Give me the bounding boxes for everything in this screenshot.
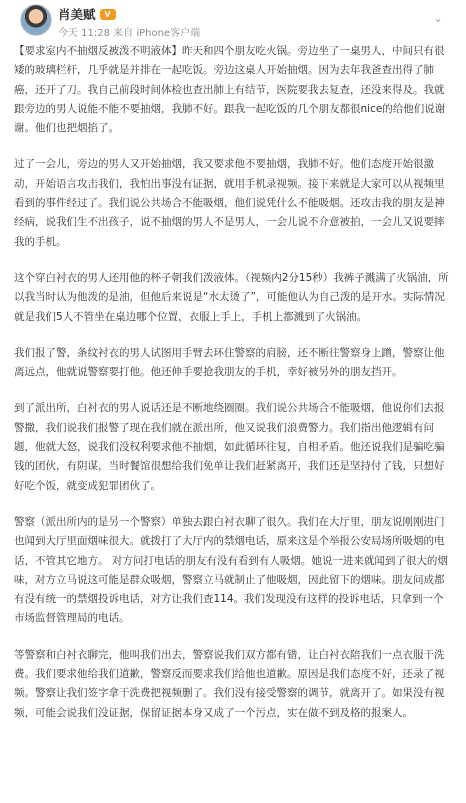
- chevron-down-icon[interactable]: ⌄: [432, 11, 444, 25]
- paragraph: 等警察和白衬衣聊完，他叫我们出去，警察说我们双方都有错，让白衬衣陪我们一点衣服干洗费。我们要求他给我们道歉，警察反而要求我们给他也道歉。原因是我们态度不好，还录了视频。警察让我们签字拿干洗费把视频删了。我们没有接受警察的调节，就离开了。如果没有视频，可能会说我们没证据，保留证据本身又成了一个污点，实在做不到及格的报案人。: [14, 648, 445, 719]
- author-row: [58, 5, 116, 23]
- avatar[interactable]: [20, 4, 52, 36]
- post-meta: 今天 11:28 来自 iPhone客户端: [58, 28, 201, 39]
- paragraph: 【要求室内不抽烟反被泼不明液体】昨天和四个朋友吃火锅。旁边坐了一桌男人，中间只有很矮的玻璃栏杆，几乎就是并排在一起吃饭。旁边这桌人开始抽烟。因为去年我爸查出得了肺癌，还开了刀。我自己前段时间体检也查出肺上有结节，医院要我去复查，还没来得及。我就跟旁边的男人说能不能不要抽烟，我肺不好。跟我一起吃饭的几个朋友都很nice的给他们说谢谢。他们也把烟掐了。: [14, 45, 446, 135]
- post-body: [14, 42, 452, 723]
- paragraph: 警察（派出所内的是另一个警察）单独去跟白衬衣聊了很久。我们在大厅里，朋友说刚刚进门也闻到大厅里面烟味很大。就拨打了大厅内的禁烟电话，原来这是个举报公安局场所吸烟的电话，不管其它地方。 对方问打电话的朋友有没有看到有人吸烟。她说一进来就闻到了很大的烟味，对方立马说这可能是群众吸烟，警察立马就制止了他吸烟，因此留下的烟味。朋友问成都有没有统一的禁烟投诉电话，对方让我们查114。我们发现没有这样的投诉电话，只拿到一个市场监督管理局的电话。: [14, 515, 448, 625]
- author-name[interactable]: 肖美赋: [58, 7, 96, 22]
- paragraph: 过了一会儿，旁边的男人又开始抽烟，我又要求他不要抽烟，我肺不好。他们态度开始很激动，开始语言攻击我们，我怕出事没有证据，就用手机录视频。接下来就是大家可以从视频里看到的事件经过了。我们说公共场合不能吸烟，他们说凭什么不能吸烟。还攻击我的朋友是神经病，说我们生不出孩子，说不抽烟的男人不是男人，一会儿说不介意被拍，一会儿又说要摔我的手机。: [14, 158, 445, 248]
- paragraph: 我们报了警，条纹衬衣的男人试图用手臂去环住警察的肩膀，还不断往警察身上蹭，警察让他离远点，他就说警察要打他。他还伸手要抢我朋友的手机，幸好被另外的朋友挡开。: [14, 346, 445, 379]
- paragraph: 这个穿白衬衣的男人还用他的杯子朝我们泼液体。（视频内2分15秒）我裤子溅满了火锅油，所以我当时认为他泼的是油，但他后来说是“水太烫了”，可能他认为自己泼的是开水。实际情况就是我们5人不管坐在桌边哪个位置，衣服上手上，手机上都溅到了火锅油。: [14, 271, 449, 323]
- post-header: [14, 0, 452, 46]
- vip-badge-icon: V: [100, 9, 116, 20]
- paragraph: 到了派出所，白衬衣的男人说话还是不断地绕圈圈。我们说公共场合不能吸烟，他说你们去报警撒，我们说我们报警了现在我们就在派出所，他又说我们浪费警力。我们指出他逻辑有问题，他就大怒，说我们没权利要求他不抽烟，如此循环往复，自相矛盾。他还说我们是骗吃骗钱的团伙，有阴谋，当时餐馆很想给我们免单让我们赶紧离开，我们还是坚持付了钱，只想好好吃个饭，就变成犯罪团伙了。: [14, 402, 445, 492]
